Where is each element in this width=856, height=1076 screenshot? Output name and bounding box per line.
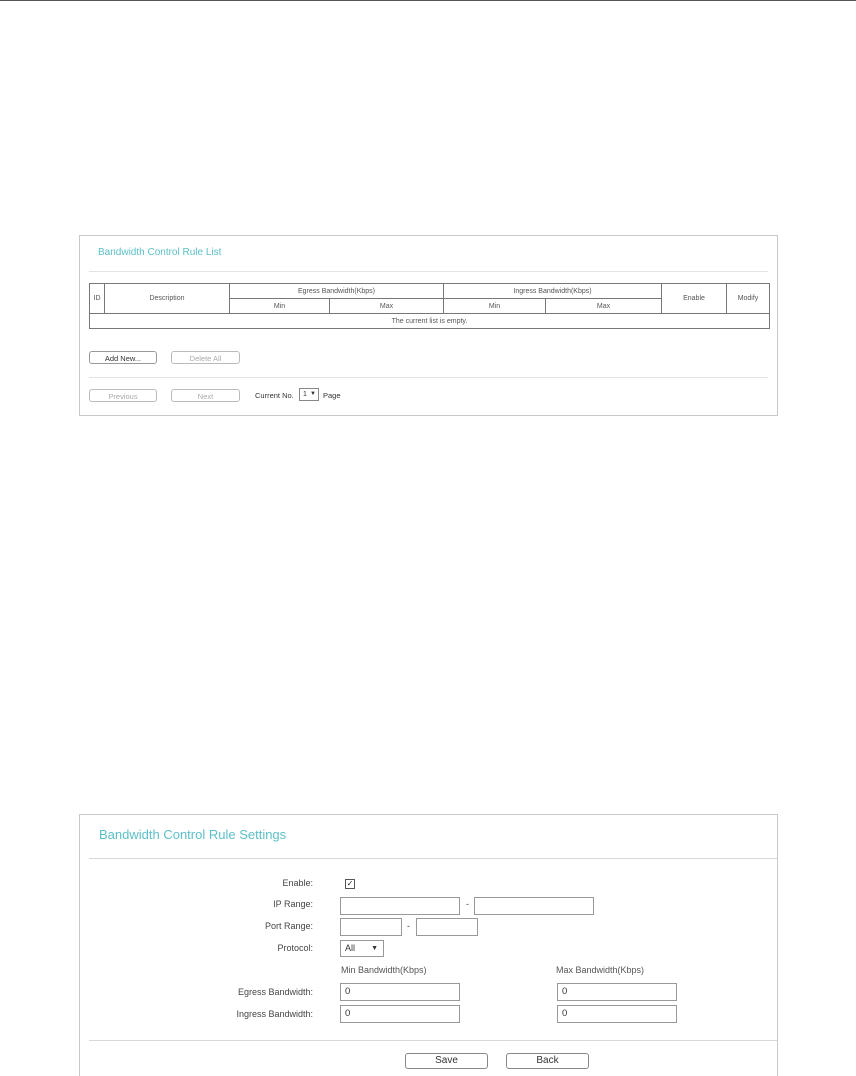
rule-list-title: Bandwidth Control Rule List (98, 247, 222, 258)
rule-settings-panel (79, 814, 778, 1076)
current-no-label: Current No. (255, 391, 294, 400)
col-egress-max: Max (330, 299, 444, 314)
ip-start-input[interactable] (340, 897, 460, 915)
col-modify: Modify (727, 284, 770, 314)
col-enable: Enable (662, 284, 727, 314)
range-separator: - (407, 921, 410, 931)
ip-range-label: IP Range: (273, 899, 313, 909)
back-button[interactable]: Back (506, 1053, 589, 1069)
egress-label: Egress Bandwidth: (237, 987, 313, 997)
max-bandwidth-header: Max Bandwidth(Kbps) (556, 965, 645, 975)
col-ingress-max: Max (546, 299, 662, 314)
min-bandwidth-header: Min Bandwidth(Kbps) (341, 965, 427, 975)
chevron-down-icon: ▼ (371, 945, 378, 952)
save-button[interactable]: Save (405, 1053, 488, 1069)
check-icon: ✓ (346, 879, 354, 888)
add-new-button[interactable]: Add New... (89, 351, 157, 364)
protocol-label: Protocol: (277, 943, 313, 953)
col-egress-min: Min (230, 299, 330, 314)
rule-settings-title: Bandwidth Control Rule Settings (99, 827, 287, 842)
protocol-select[interactable] (340, 940, 384, 957)
protocol-value: All (345, 943, 356, 953)
egress-max-input[interactable]: 0 (557, 983, 677, 1001)
enable-label: Enable: (282, 878, 313, 888)
delete-all-button[interactable]: Delete All (171, 351, 240, 364)
range-separator: - (466, 899, 469, 909)
col-ingress: Ingress Bandwidth(Kbps) (444, 284, 662, 299)
page-select-value: 1 (303, 391, 307, 398)
page-label: Page (323, 391, 341, 400)
ingress-max-input[interactable]: 0 (557, 1005, 677, 1023)
ingress-min-input[interactable]: 0 (340, 1005, 460, 1023)
rule-list-panel (79, 235, 778, 416)
divider (89, 377, 768, 378)
port-start-input[interactable] (340, 918, 402, 936)
port-range-label: Port Range: (264, 921, 313, 931)
empty-list-message: The current list is empty. (90, 314, 770, 329)
egress-min-input[interactable]: 0 (340, 983, 460, 1001)
ingress-label: Ingress Bandwidth: (236, 1009, 313, 1019)
divider (89, 271, 768, 272)
ip-end-input[interactable] (474, 897, 594, 915)
col-ingress-min: Min (444, 299, 546, 314)
divider (89, 858, 777, 859)
col-description: Description (105, 284, 230, 314)
enable-checkbox[interactable] (345, 879, 355, 889)
rule-list-table (89, 283, 770, 329)
chevron-down-icon: ▼ (310, 391, 316, 397)
col-egress: Egress Bandwidth(Kbps) (230, 284, 444, 299)
page-top-rule (0, 0, 856, 1)
port-end-input[interactable] (416, 918, 478, 936)
next-button[interactable]: Next (171, 389, 240, 402)
previous-button[interactable]: Previous (89, 389, 157, 402)
col-id: ID (90, 284, 105, 314)
divider (89, 1040, 777, 1041)
page-select[interactable] (299, 388, 319, 401)
